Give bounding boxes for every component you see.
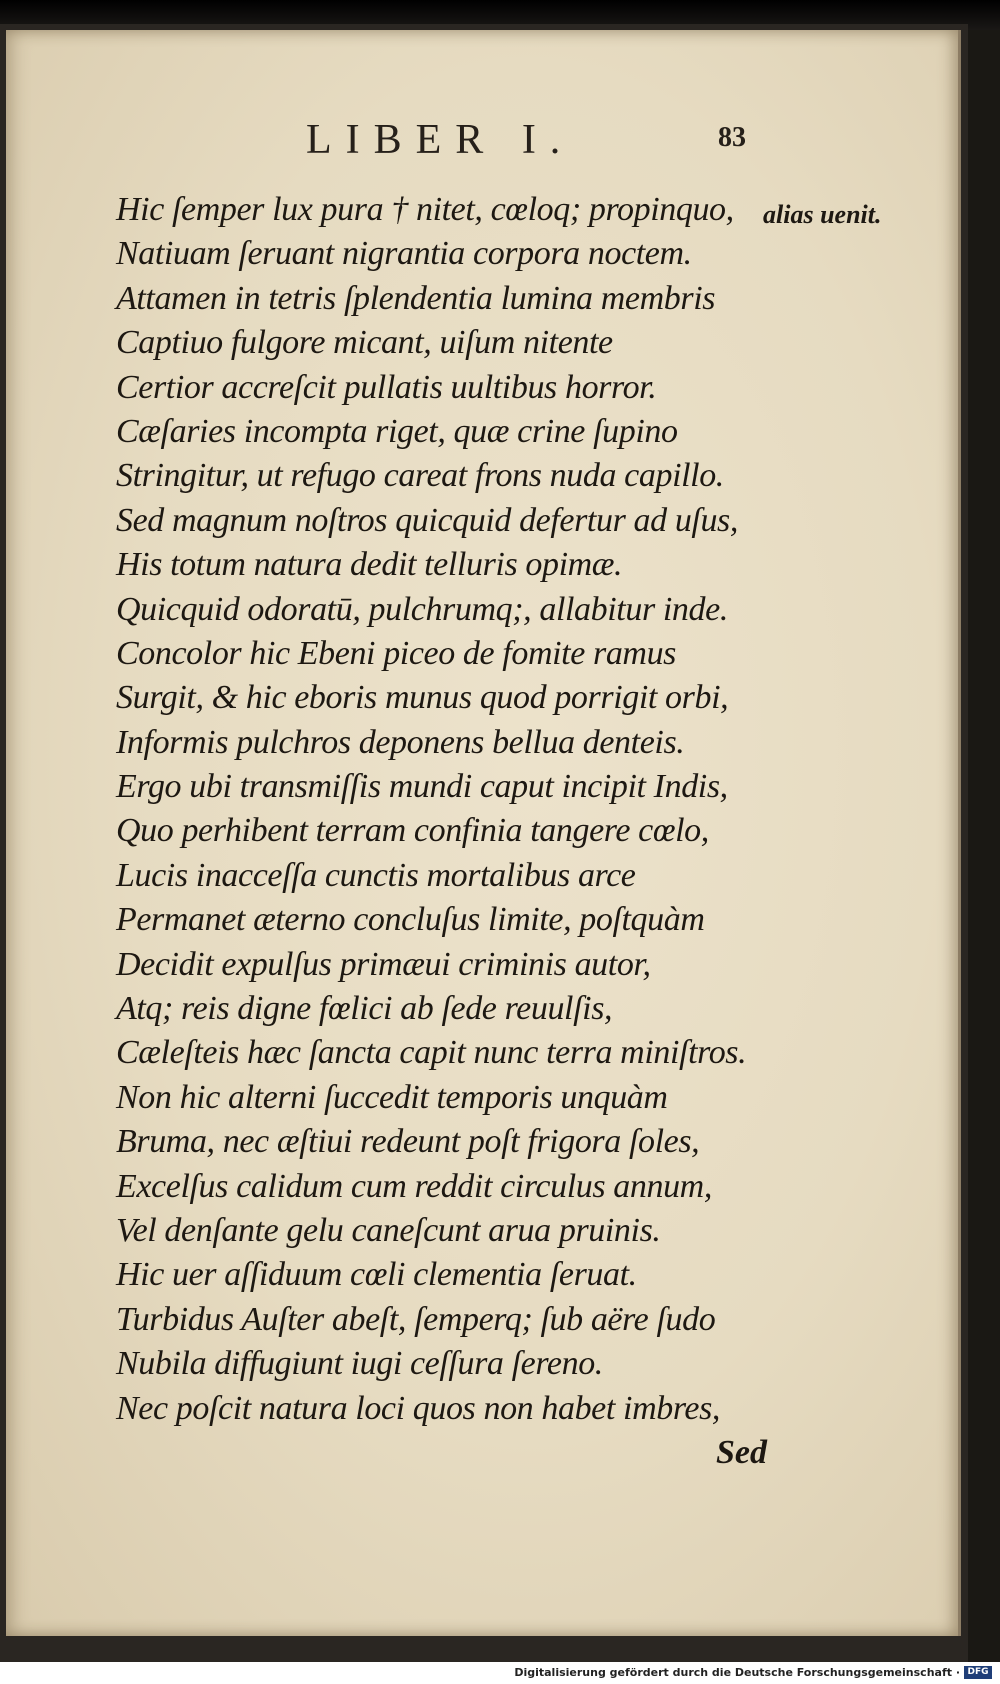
verse-line: Quicquid odoratū, pulchrumq;, allabitur inde. xyxy=(116,590,728,628)
running-head-title: LIBER I. xyxy=(306,117,575,163)
verse-line: Permanet æterno concluſus limite, poſtquàm xyxy=(116,901,705,939)
verse-line: Cæſaries incompta riget, quæ crine ſupino xyxy=(116,412,678,450)
verse-line: Concolor hic Ebeni piceo de fomite ramus xyxy=(116,634,677,672)
verse-line: Attamen in tetris ſplendentia lumina membris xyxy=(116,279,716,317)
verse-line: Ergo ubi transmiſſis mundi caput incipit Indis, xyxy=(116,768,728,806)
verse-line: His totum natura dedit telluris opimæ. xyxy=(116,546,623,584)
running-head xyxy=(306,116,746,176)
book-page xyxy=(6,30,961,1636)
verse-line: Nubila diffugiunt iugi ceſſura ſereno. xyxy=(116,1345,603,1383)
verse-line: Quo perhibent terram confinia tangere cœlo, xyxy=(116,812,709,850)
verse-line: Hic ſemper lux pura † nitet, cœloq; propinquo, xyxy=(116,191,734,228)
verse-line: Surgit, & hic eboris munus quod porrigit orbi, xyxy=(116,679,729,717)
verse-line: Stringitur, ut refugo careat frons nuda capillo. xyxy=(116,457,724,495)
verse-line: Informis pulchros deponens bellua denteis. xyxy=(116,723,685,761)
verse-line: Nec poſcit natura loci quos non habet imbres, xyxy=(116,1389,721,1427)
verse-line: Atq; reis digne fœlici ab ſede reuulſis, xyxy=(116,990,613,1028)
verse-line: Bruma, nec æſtiui redeunt poſt frigora ſoles, xyxy=(116,1123,700,1161)
verse-line: Vel denſante gelu caneſcunt arua pruinis. xyxy=(116,1211,661,1249)
verse-line: Certior accreſcit pullatis uultibus horror. xyxy=(116,368,657,406)
verse-block xyxy=(116,188,816,1431)
verse-line: Hic uer aſſiduum cœli clementia ſeruat. xyxy=(116,1256,637,1294)
verse-line: Non hic alterni ſuccedit temporis unquàm xyxy=(116,1078,668,1116)
catchword: Sed xyxy=(716,1434,767,1471)
marginal-note: alias uenit. xyxy=(763,200,882,229)
verse-line: Excelſus calidum cum reddit circulus annum, xyxy=(116,1167,712,1205)
verse-line: Cæleſteis hæc ſancta capit nunc terra miniſtros. xyxy=(116,1034,747,1072)
verse-line: Natiuam ſeruant nigrantia corpora noctem. xyxy=(116,235,692,273)
dfg-logo-icon: DFG xyxy=(964,1666,992,1679)
digitization-credit: Digitalisierung gefördert durch die Deutsche Forschungsgemeinschaft · xyxy=(514,1666,960,1679)
page-number: 83 xyxy=(718,122,746,153)
verse-line: Lucis inacceſſa cunctis mortalibus arce xyxy=(116,856,636,894)
verse-line: Turbidus Auſter abeſt, ſemperq; ſub aëre ſudo xyxy=(116,1300,716,1338)
verse-line: Captiuo fulgore micant, uiſum nitente xyxy=(116,324,613,362)
verse-line: Sed magnum noſtros quicquid defertur ad uſus, xyxy=(116,501,738,539)
verse-line: Decidit expulſus primæui criminis autor, xyxy=(116,945,651,983)
